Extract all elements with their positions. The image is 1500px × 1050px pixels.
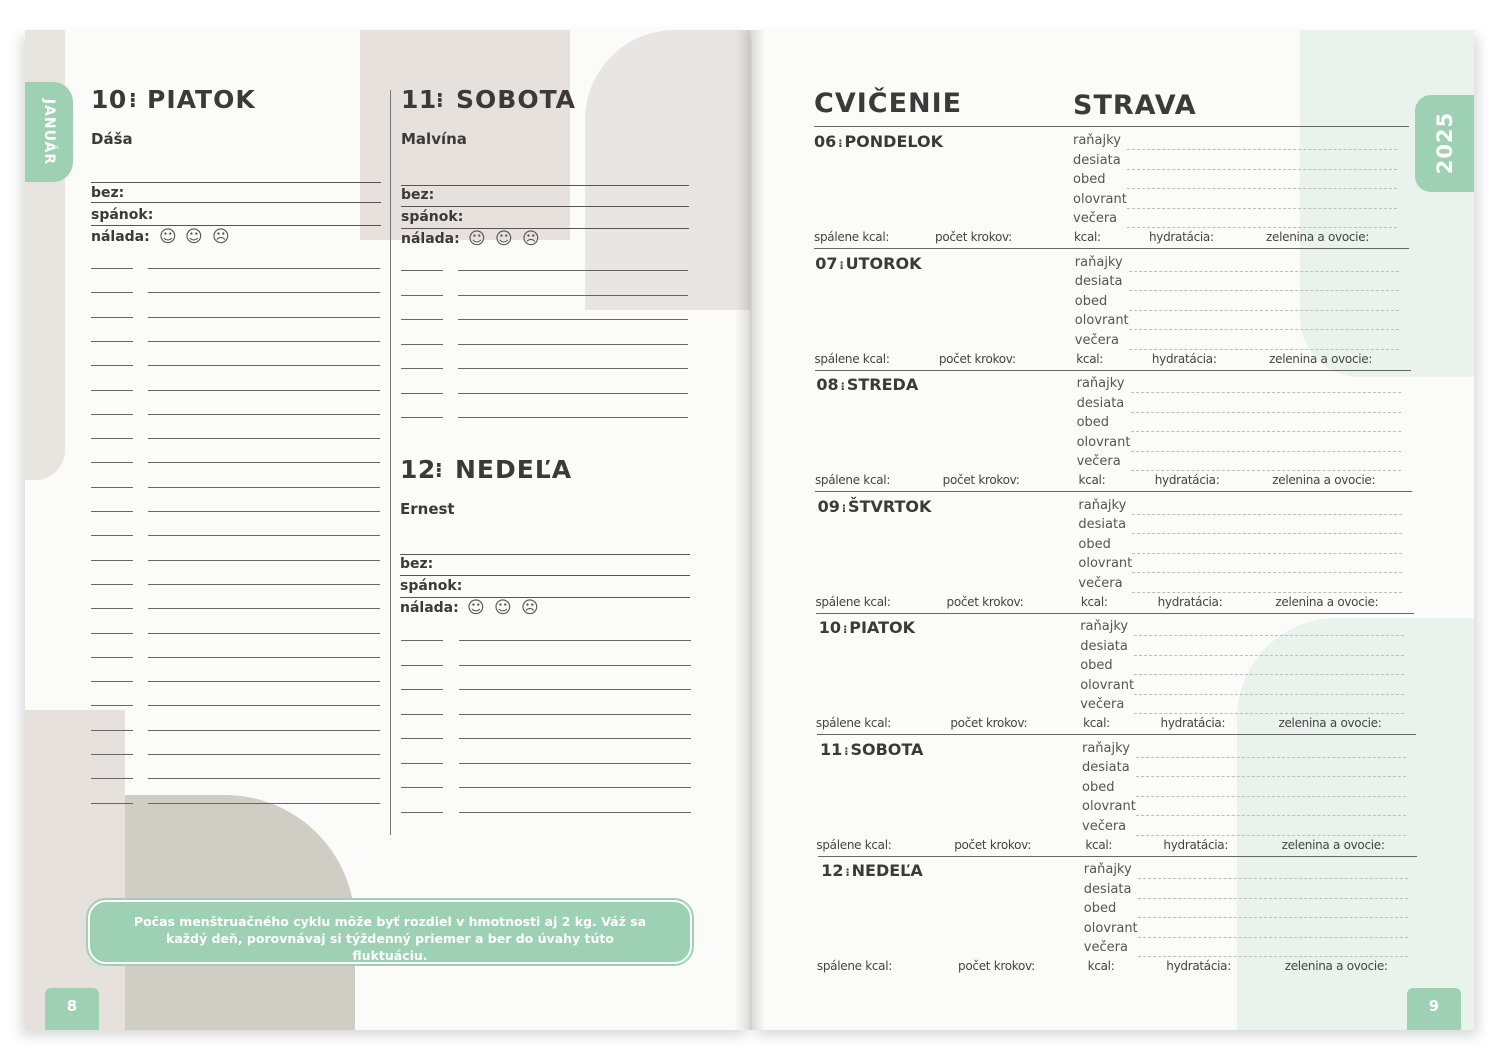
meal-label: desiata xyxy=(1076,395,1125,411)
hydration-label: hydratácia: xyxy=(1154,473,1220,487)
steps-label: počet krokov: xyxy=(958,959,1035,973)
nameday: Ernest xyxy=(400,500,455,518)
note-time-line[interactable] xyxy=(91,292,133,293)
note-line[interactable] xyxy=(148,341,380,342)
day-name: PIATOK xyxy=(147,85,256,114)
meal-label: olovrant xyxy=(1076,434,1131,450)
year-tab xyxy=(1415,95,1474,192)
note-line[interactable] xyxy=(148,608,380,609)
neutral-face-icon[interactable]: ☺ xyxy=(185,227,203,247)
fruit-veg-label: zelenina a ovocie: xyxy=(1275,594,1379,609)
meal-entry-line[interactable] xyxy=(1134,713,1404,714)
steps-label: počet krokov: xyxy=(935,230,1012,244)
note-time-line[interactable] xyxy=(91,705,133,706)
note-line[interactable] xyxy=(458,344,688,345)
meal-entry-line[interactable] xyxy=(1132,514,1402,515)
nameday: Dáša xyxy=(91,130,133,148)
meal-label: olovrant xyxy=(1073,191,1127,207)
steps-label: počet krokov: xyxy=(950,716,1028,730)
sleep-line[interactable] xyxy=(400,597,690,598)
kcal-label: kcal: xyxy=(1076,351,1104,366)
divider xyxy=(91,182,381,183)
note-line[interactable] xyxy=(458,417,688,418)
day-number: 09 xyxy=(817,496,840,516)
day-number: 11 xyxy=(820,739,843,759)
food-heading: STRAVA xyxy=(1073,90,1197,121)
note-time-line[interactable] xyxy=(91,341,133,342)
column-divider xyxy=(390,90,391,835)
steps-label: počet krokov: xyxy=(946,594,1024,609)
note-time-line[interactable] xyxy=(401,393,443,394)
note-line[interactable] xyxy=(148,657,380,658)
note-line[interactable] xyxy=(458,295,688,296)
meal-label: večera xyxy=(1073,211,1118,226)
sad-face-icon[interactable]: ☹ xyxy=(212,227,230,247)
burned-kcal-label: spálene kcal: xyxy=(814,473,891,487)
note-line[interactable] xyxy=(459,640,691,641)
day-separator: ⁝ xyxy=(844,744,849,758)
meal-entry-line[interactable] xyxy=(1127,169,1397,170)
note-time-line[interactable] xyxy=(91,730,133,731)
meal-label: olovrant xyxy=(1080,677,1135,693)
sad-face-icon[interactable]: ☹ xyxy=(522,229,540,249)
kcal-label: kcal: xyxy=(1078,473,1106,487)
day-divider xyxy=(816,613,1414,614)
meal-label: olovrant xyxy=(1078,556,1133,571)
day-name: PONDELOK xyxy=(844,132,944,151)
kcal-label: kcal: xyxy=(1085,837,1113,852)
meal-entry-line[interactable] xyxy=(1132,592,1402,593)
meal-label: desiata xyxy=(1073,152,1121,168)
note-time-line[interactable] xyxy=(401,665,443,666)
note-time-line[interactable] xyxy=(91,657,133,658)
note-time-line[interactable] xyxy=(91,584,133,585)
day-divider xyxy=(815,491,1412,492)
meal-label: večera xyxy=(1074,332,1119,348)
day-title xyxy=(816,375,918,394)
note-time-line[interactable] xyxy=(91,438,133,439)
page-number: 8 xyxy=(66,997,78,1015)
meal-entry-line[interactable] xyxy=(1127,149,1397,150)
day-title xyxy=(819,618,915,637)
tip-box xyxy=(88,900,692,964)
note-time-line[interactable] xyxy=(401,295,443,296)
note-line[interactable] xyxy=(148,560,380,561)
note-time-line[interactable] xyxy=(401,270,443,271)
meal-entry-line[interactable] xyxy=(1129,290,1399,291)
header-divider xyxy=(814,126,1409,127)
day-name: STREDA xyxy=(846,375,919,394)
kcal-label: kcal: xyxy=(1074,230,1101,244)
meal-label: desiata xyxy=(1078,517,1127,532)
fruit-veg-label: zelenina a ovocie: xyxy=(1284,959,1388,973)
day-separator: ⁝ xyxy=(436,88,444,112)
note-line[interactable] xyxy=(148,681,380,682)
note-line[interactable] xyxy=(148,414,380,415)
day-divider xyxy=(818,856,1418,857)
day-name: ŠTVRTOK xyxy=(848,496,932,516)
day-title xyxy=(820,740,923,759)
meal-entry-line[interactable] xyxy=(1129,310,1399,311)
divider xyxy=(401,185,689,186)
page-number: 9 xyxy=(1428,997,1440,1015)
note-time-line[interactable] xyxy=(91,754,133,755)
day-separator: ⁝ xyxy=(839,258,844,272)
hydration-label: hydratácia: xyxy=(1163,837,1229,852)
happy-face-icon[interactable]: ☺ xyxy=(159,227,177,247)
neutral-face-icon[interactable]: ☺ xyxy=(494,598,512,618)
meal-label: obed xyxy=(1083,901,1117,916)
page-number-tab xyxy=(1407,988,1461,1030)
note-line[interactable] xyxy=(459,738,691,739)
meal-entry-line[interactable] xyxy=(1136,835,1406,836)
note-line[interactable] xyxy=(458,393,688,394)
meal-entry-line[interactable] xyxy=(1138,898,1408,899)
day-number: 10 xyxy=(91,85,127,114)
meal-entry-line[interactable] xyxy=(1138,917,1408,918)
note-time-line[interactable] xyxy=(91,633,133,634)
meal-entry-line[interactable] xyxy=(1132,533,1402,534)
year-tab-label: 2025 xyxy=(1433,111,1457,175)
meal-entry-line[interactable] xyxy=(1129,329,1399,330)
note-line[interactable] xyxy=(148,292,380,293)
note-line[interactable] xyxy=(148,535,380,536)
note-line[interactable] xyxy=(459,812,691,813)
mood-label: nálada: xyxy=(401,231,460,247)
meal-label: desiata xyxy=(1083,881,1132,897)
weight-label: bez: xyxy=(401,187,435,203)
note-line[interactable] xyxy=(148,268,380,269)
meal-entry-line[interactable] xyxy=(1136,776,1406,777)
day-name: NEDEĽA xyxy=(851,861,923,880)
meal-entry-line[interactable] xyxy=(1129,271,1399,272)
note-line[interactable] xyxy=(148,754,380,755)
day-number: 08 xyxy=(816,375,839,394)
meal-label: desiata xyxy=(1080,638,1128,654)
meal-entry-line[interactable] xyxy=(1136,815,1406,816)
note-line[interactable] xyxy=(458,319,688,320)
note-time-line[interactable] xyxy=(401,344,443,345)
note-time-line[interactable] xyxy=(91,535,133,536)
meal-label: večera xyxy=(1080,697,1125,712)
day-separator: ⁝ xyxy=(129,88,137,112)
meal-entry-line[interactable] xyxy=(1131,431,1401,432)
sleep-line[interactable] xyxy=(91,225,381,226)
meal-label: večera xyxy=(1083,940,1128,955)
meal-label: raňajky xyxy=(1074,254,1123,270)
meal-entry-line[interactable] xyxy=(1127,227,1397,228)
burned-kcal-label: spálene kcal: xyxy=(814,351,890,366)
mood-label: nálada: xyxy=(91,229,150,245)
fruit-veg-label: zelenina a ovocie: xyxy=(1266,230,1370,244)
happy-face-icon[interactable]: ☺ xyxy=(468,229,486,249)
note-time-line[interactable] xyxy=(401,640,443,641)
divider xyxy=(400,554,690,555)
nameday: Malvína xyxy=(401,130,467,148)
meal-label: obed xyxy=(1076,415,1110,430)
meal-label: olovrant xyxy=(1082,799,1136,814)
meal-label: večera xyxy=(1076,454,1121,469)
neutral-face-icon[interactable]: ☺ xyxy=(495,229,513,249)
hydration-label: hydratácia: xyxy=(1160,716,1226,730)
meal-label: desiata xyxy=(1082,760,1130,775)
weight-line[interactable] xyxy=(401,206,689,207)
day-number: 07 xyxy=(815,253,838,273)
meal-entry-line[interactable] xyxy=(1131,470,1401,471)
burned-kcal-label: spálene kcal: xyxy=(814,230,890,244)
burned-kcal-label: spálene kcal: xyxy=(816,959,892,973)
kcal-label: kcal: xyxy=(1080,594,1108,609)
day-title xyxy=(818,497,932,516)
note-time-line[interactable] xyxy=(91,681,133,682)
kcal-label: kcal: xyxy=(1087,959,1115,973)
meal-label: raňajky xyxy=(1073,133,1121,148)
note-time-line[interactable] xyxy=(91,390,133,391)
sleep-line[interactable] xyxy=(401,228,689,229)
fruit-veg-label: zelenina a ovocie: xyxy=(1269,351,1373,366)
left-page xyxy=(25,30,750,1030)
note-time-line[interactable] xyxy=(401,738,443,739)
hydration-label: hydratácia: xyxy=(1166,959,1231,973)
steps-label: počet krokov: xyxy=(954,837,1032,852)
meal-entry-line[interactable] xyxy=(1138,937,1408,938)
note-time-line[interactable] xyxy=(401,417,443,418)
weight-line[interactable] xyxy=(91,202,381,203)
weight-line[interactable] xyxy=(400,575,690,576)
meal-label: raňajky xyxy=(1083,862,1132,877)
note-line[interactable] xyxy=(148,438,380,439)
decor-blob-gray-top xyxy=(585,30,750,310)
meal-entry-line[interactable] xyxy=(1129,349,1399,350)
hydration-label: hydratácia: xyxy=(1149,230,1214,244)
note-line[interactable] xyxy=(148,365,380,366)
hydration-label: hydratácia: xyxy=(1157,594,1223,609)
day-name: SOBOTA xyxy=(850,739,924,759)
day-separator: ⁝ xyxy=(840,380,845,393)
day-number: 06 xyxy=(814,132,837,151)
fruit-veg-label: zelenina a ovocie: xyxy=(1272,473,1376,487)
meal-entry-line[interactable] xyxy=(1136,796,1406,797)
note-time-line[interactable] xyxy=(401,787,443,788)
day-divider xyxy=(814,248,1409,249)
meal-label: raňajky xyxy=(1080,619,1129,634)
day-separator: ⁝ xyxy=(841,501,847,515)
note-line[interactable] xyxy=(148,462,380,463)
meal-label: obed xyxy=(1074,293,1108,309)
note-time-line[interactable] xyxy=(91,778,133,779)
day-separator: ⁝ xyxy=(843,623,848,636)
meal-entry-line[interactable] xyxy=(1132,572,1402,573)
weight-label: bez: xyxy=(91,185,125,201)
note-time-line[interactable] xyxy=(91,608,133,609)
meal-label: olovrant xyxy=(1083,920,1138,936)
note-line[interactable] xyxy=(459,763,691,764)
meal-label: desiata xyxy=(1074,274,1123,289)
steps-label: počet krokov: xyxy=(938,351,1016,366)
meal-entry-line[interactable] xyxy=(1127,188,1397,189)
meal-label: obed xyxy=(1082,779,1115,795)
meal-label: raňajky xyxy=(1078,497,1127,513)
day-divider xyxy=(817,734,1416,735)
meal-label: olovrant xyxy=(1074,313,1129,328)
day-separator: ⁝ xyxy=(845,866,850,879)
meal-entry-line[interactable] xyxy=(1131,451,1401,452)
note-time-line[interactable] xyxy=(401,763,443,764)
decor-blob-beige-bottom xyxy=(25,710,125,1030)
day-number: 12 xyxy=(400,455,436,484)
note-line[interactable] xyxy=(148,803,380,804)
note-line[interactable] xyxy=(459,689,691,690)
meal-entry-line[interactable] xyxy=(1127,208,1397,209)
note-time-line[interactable] xyxy=(91,803,133,804)
note-time-line[interactable] xyxy=(401,368,443,369)
meal-label: obed xyxy=(1073,172,1106,187)
note-time-line[interactable] xyxy=(91,268,133,269)
burned-kcal-label: spálene kcal: xyxy=(815,716,892,730)
note-line[interactable] xyxy=(148,390,380,391)
meal-entry-line[interactable] xyxy=(1136,757,1406,758)
exercise-heading: CVIČENIE xyxy=(814,88,963,119)
sleep-label: spánok: xyxy=(91,207,154,223)
note-line[interactable] xyxy=(148,705,380,706)
meal-entry-line[interactable] xyxy=(1134,694,1404,695)
day-name: NEDEĽA xyxy=(455,455,573,484)
note-time-line[interactable] xyxy=(91,462,133,463)
right-page xyxy=(752,30,1474,1030)
note-time-line[interactable] xyxy=(91,414,133,415)
month-tab xyxy=(25,82,73,182)
note-time-line[interactable] xyxy=(401,812,443,813)
hydration-label: hydratácia: xyxy=(1151,351,1217,366)
note-line[interactable] xyxy=(148,633,380,634)
meal-entry-line[interactable] xyxy=(1138,956,1408,957)
mood-label: nálada: xyxy=(400,600,459,616)
meal-label: obed xyxy=(1080,658,1113,673)
note-line[interactable] xyxy=(148,511,380,512)
steps-label: počet krokov: xyxy=(942,473,1020,487)
meal-entry-line[interactable] xyxy=(1138,878,1408,879)
sleep-label: spánok: xyxy=(400,578,463,594)
note-time-line[interactable] xyxy=(91,560,133,561)
note-line[interactable] xyxy=(148,778,380,779)
note-line[interactable] xyxy=(148,487,380,488)
day-title xyxy=(821,861,923,880)
note-time-line[interactable] xyxy=(91,317,133,318)
fruit-veg-label: zelenina a ovocie: xyxy=(1281,837,1385,852)
note-line[interactable] xyxy=(459,787,691,788)
weight-label: bez: xyxy=(400,556,434,572)
day-title xyxy=(814,132,943,151)
meal-entry-line[interactable] xyxy=(1134,635,1404,636)
fruit-veg-label: zelenina a ovocie: xyxy=(1278,716,1382,730)
day-title xyxy=(815,254,921,273)
note-line[interactable] xyxy=(459,714,691,715)
day-name: UTOROK xyxy=(845,253,922,273)
note-line[interactable] xyxy=(459,665,691,666)
meal-label: večera xyxy=(1082,818,1127,834)
day-separator: ⁝ xyxy=(435,458,443,482)
meal-entry-line[interactable] xyxy=(1134,674,1404,675)
month-tab-label: JANUÁR xyxy=(41,98,57,166)
meal-entry-line[interactable] xyxy=(1131,392,1401,393)
day-separator: ⁝ xyxy=(838,137,843,150)
note-line[interactable] xyxy=(458,368,688,369)
note-time-line[interactable] xyxy=(401,689,443,690)
note-line[interactable] xyxy=(458,270,688,271)
note-time-line[interactable] xyxy=(91,487,133,488)
page-number-tab xyxy=(45,988,99,1030)
burned-kcal-label: spálene kcal: xyxy=(815,594,891,609)
day-name: SOBOTA xyxy=(456,85,577,114)
book-spine xyxy=(735,30,765,1030)
meal-label: raňajky xyxy=(1082,740,1130,756)
meal-entry-line[interactable] xyxy=(1132,553,1402,554)
day-divider xyxy=(815,370,1411,371)
decor-blob-green-top xyxy=(1300,30,1474,377)
day-name: PIATOK xyxy=(849,618,915,637)
burned-kcal-label: spálene kcal: xyxy=(816,837,892,852)
note-time-line[interactable] xyxy=(91,365,133,366)
note-time-line[interactable] xyxy=(91,511,133,512)
meal-label: večera xyxy=(1078,575,1123,591)
meal-label: raňajky xyxy=(1076,376,1125,391)
note-line[interactable] xyxy=(148,317,380,318)
tip-text: Počas menštruačného cyklu môže byť rozdiel v hmotnosti aj 2 kg. Váž sa každý deň, porovnávaj si týždenný priemer a ber do úvahy túto fluktuáciu. xyxy=(133,914,647,963)
note-time-line[interactable] xyxy=(401,714,443,715)
day-number: 12 xyxy=(821,861,844,880)
meal-entry-line[interactable] xyxy=(1131,412,1401,413)
day-number: 10 xyxy=(818,618,842,637)
sleep-label: spánok: xyxy=(401,209,464,225)
note-line[interactable] xyxy=(148,730,380,731)
meal-entry-line[interactable] xyxy=(1134,655,1404,656)
kcal-label: kcal: xyxy=(1083,716,1110,730)
note-line[interactable] xyxy=(148,584,380,585)
note-time-line[interactable] xyxy=(401,319,443,320)
sad-face-icon[interactable]: ☹ xyxy=(521,598,539,618)
meal-label: obed xyxy=(1078,536,1111,552)
day-number: 11 xyxy=(401,85,437,114)
happy-face-icon[interactable]: ☺ xyxy=(467,598,485,618)
